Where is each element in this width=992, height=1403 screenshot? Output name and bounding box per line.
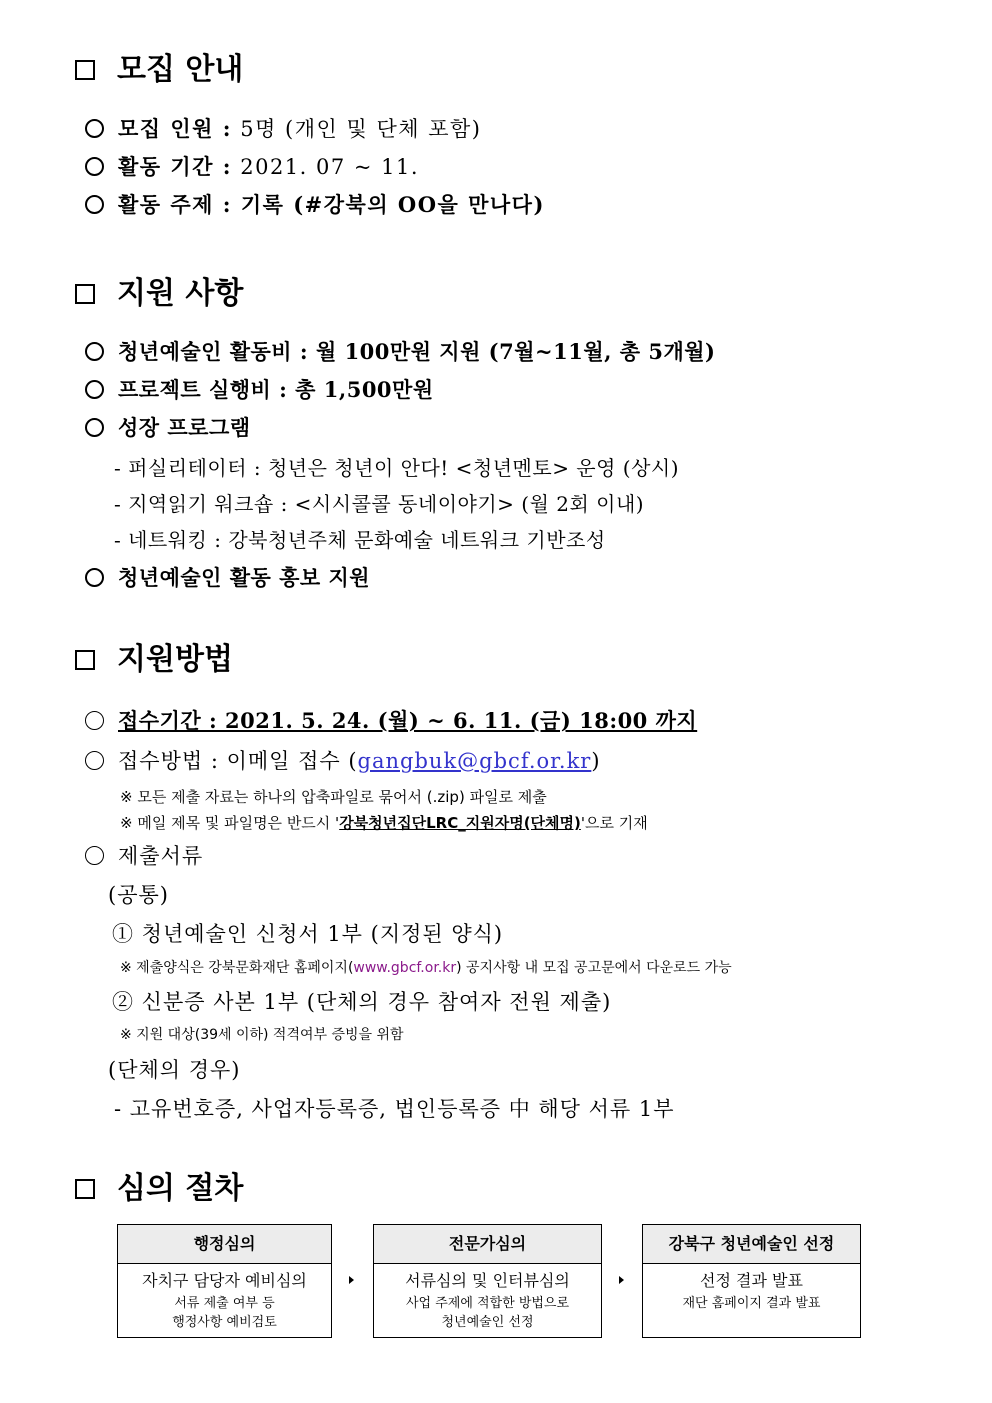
review-step-sub: 행정사항 예비검토 — [172, 1315, 277, 1330]
square-bullet-icon — [75, 650, 95, 670]
square-bullet-icon — [75, 1179, 95, 1199]
circle-bullet-icon — [85, 418, 104, 437]
email-link[interactable]: gangbuk@gbcf.or.kr — [357, 749, 592, 773]
section-title-review: 심의 절차 — [75, 1163, 243, 1207]
review-step-1 — [117, 1224, 332, 1338]
section-title-support: 지원 사항 — [75, 268, 243, 312]
review-step-sub: 청년예술인 선정 — [441, 1315, 534, 1330]
review-step-sub: 서류 제출 여부 등 — [174, 1296, 275, 1311]
docs-common-label: (공통) — [108, 883, 169, 907]
review-step-main: 자치구 담당자 예비심의 — [142, 1271, 307, 1290]
note-subject: ※ 메일 제목 및 파일명은 반드시 '강북청년집단LRC_지원자명(단체명)'으로 기재 — [120, 814, 648, 832]
application-period: 접수기간 : 2021. 5. 24. (월) ~ 6. 11. (금) 18:00 까지 — [85, 705, 697, 735]
circle-bullet-icon — [85, 751, 104, 770]
support-sub-item: - 지역읽기 워크숍 : <시시콜콜 동네이야기> (월 2회 이내) — [114, 492, 645, 516]
docs-title: 제출서류 — [85, 840, 203, 870]
support-sub-item: - 네트워킹 : 강북청년주체 문화예술 네트워크 기반조성 — [114, 528, 606, 552]
support-item: 프로젝트 실행비 : 총 1,500만원 — [85, 374, 434, 404]
homepage-link[interactable]: www.gbcf.or.kr — [353, 960, 457, 976]
support-sub-item: - 퍼실리테이터 : 청년은 청년이 안다! <청년멘토> 운영 (상시) — [114, 456, 680, 480]
circle-bullet-icon — [85, 342, 104, 361]
recruit-theme: 활동 주제 : 기록 (#강북의 OO을 만나다) — [85, 189, 545, 219]
square-bullet-icon — [75, 284, 95, 304]
review-step-main: 서류심의 및 인터뷰심의 — [405, 1271, 570, 1290]
circle-bullet-icon — [85, 380, 104, 399]
review-step-main: 선정 결과 발표 — [700, 1271, 803, 1290]
review-step-head: 전문가심의 — [374, 1225, 601, 1264]
recruit-headcount: 모집 인원 : 5명 (개인 및 단체 포함) — [85, 113, 481, 143]
circle-bullet-icon — [85, 711, 104, 730]
application-method: 접수방법 : 이메일 접수 (gangbuk@gbcf.or.kr) — [85, 745, 601, 775]
doc-item: - 고유번호증, 사업자등록증, 법인등록증 中 해당 서류 1부 — [114, 1097, 675, 1121]
doc-item: ① 청년예술인 신청서 1부 (지정된 양식) — [112, 922, 504, 946]
review-step-head: 행정심의 — [118, 1225, 331, 1264]
support-item: 청년예술인 활동 홍보 지원 — [85, 562, 370, 592]
circle-bullet-icon — [85, 119, 104, 138]
review-step-sub: 사업 주제에 적합한 방법으로 — [405, 1296, 570, 1311]
support-item: 성장 프로그램 — [85, 412, 251, 442]
square-bullet-icon — [75, 60, 95, 80]
section-title-recruit: 모집 안내 — [75, 44, 243, 88]
circle-bullet-icon — [85, 568, 104, 587]
note-zip: ※ 모든 제출 자료는 하나의 압축파일로 묶어서 (.zip) 파일로 제출 — [120, 788, 547, 806]
circle-bullet-icon — [85, 195, 104, 214]
review-step-sub: 재단 홈페이지 결과 발표 — [682, 1296, 821, 1311]
docs-group-label: (단체의 경우) — [108, 1058, 241, 1082]
circle-bullet-icon — [85, 846, 104, 865]
doc-note: ※ 제출양식은 강북문화재단 홈페이지(www.gbcf.or.kr) 공지사항 내 모집 공고문에서 다운로드 가능 — [120, 960, 732, 976]
arrow-right-icon — [619, 1276, 624, 1284]
circle-bullet-icon — [85, 157, 104, 176]
doc-note: ※ 지원 대상(39세 이하) 적격여부 증빙을 위함 — [120, 1027, 404, 1043]
section-title-method: 지원방법 — [75, 634, 233, 678]
review-step-head: 강북구 청년예술인 선정 — [643, 1225, 860, 1264]
recruit-period: 활동 기간 : 2021. 07 ~ 11. — [85, 151, 419, 181]
doc-item: ② 신분증 사본 1부 (단체의 경우 참여자 전원 제출) — [112, 990, 612, 1014]
support-item: 청년예술인 활동비 : 월 100만원 지원 (7월~11월, 총 5개월) — [85, 336, 715, 366]
review-step-2 — [373, 1224, 602, 1338]
review-step-3 — [642, 1224, 861, 1338]
arrow-right-icon — [349, 1276, 354, 1284]
